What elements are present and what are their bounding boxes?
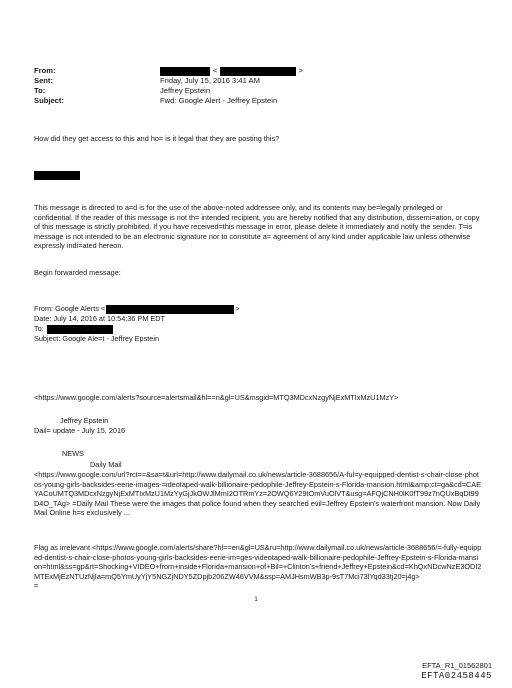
forwarded-from-prefix: From: Google Alerts < — [34, 304, 106, 314]
sent-label: Sent: — [34, 76, 53, 85]
flag-irrelevant-text[interactable]: Flag as irrelevant <https://www.google.com/alerts/share?hl==en&gl=US&ru=http://www.dailymail.co.uk/news/article-3688656/=-fully-equipped-dentist-s-chair-close-photos-young-girls-backsides-eerie-im=ges-videotaped-walk-billionaire-pedophile-Jeffrey-Epstein-s-Florida-mansion=html&ss=gp&rt=Shocking+VIDEO+from+inside+Florida+mansion+of+Bil=+Clinton's+friend+Jeffrey+Epstein&cd=KhQxNDcwNzE3ODI2MTExMjEzNTUzNjIa=mQ5YmUyYjY5NGZjNDY5ZDpjb206ZW46VVM&ssp=AMJHsmWB3p-9sT7Mci73lYqd33tj20=j4g> — [34, 543, 482, 581]
daily-update-line: Dail= update - July 15, 2016 — [34, 426, 126, 435]
forwarded-header — [34, 304, 239, 344]
forwarded-subject: Subject: Google Ale=t - Jeffrey Epstein — [34, 334, 159, 344]
sent-value: Friday, July 15, 2016 3:41 AM — [160, 76, 260, 86]
angle-close: > — [235, 304, 240, 314]
alert-name: Jeffrey Epstein — [60, 416, 109, 425]
subject-value: Fwd: Google Alert - Jeffrey Epstein — [160, 96, 278, 106]
efta-id-large: EFTA02458445 — [421, 671, 492, 681]
to-value: Jeffrey Epstein — [160, 86, 211, 96]
trailing-char: = — [34, 581, 39, 590]
alert-url[interactable]: <https://www.google.com/alerts?source=alertsmail&hl==n&gl=US&msgid=MTQ3MDcxNzgyNjExMTIxMzU1MzY> — [34, 393, 399, 402]
redacted-sender-name — [34, 171, 80, 180]
from-row — [34, 66, 303, 76]
angle-open: < — [213, 66, 218, 76]
article-text[interactable]: <https://www.google.com/url?rct==&sa=t&url=http://www.dailymail.co.uk/news/article-3688656/A-ful=y-equipped-dentist-s-chair-close-photos-young-girls-backsides-eerie-images-=ideotaped-walk-billionaire-pedophile-Jeffrey-Epstein-s-Florida-mansion.html&amp;ct=ga&cd=CAEYACoUMTQ3MDcxNzgyNjExMTIxMzU1MzYyGjJkOWJlMmI2OTRmYz=2OWQ6Y29tOmVuOlVT&usg=AFQjCNH0lK0fT99z7nQUxBqDt99D4O_TAg> =Daily Mail These were the images that police found when they searched evil=Jeffrey Epstein's waterfront mansion. Now Daily Mail Online h=s exclusively ... — [34, 470, 482, 518]
disclaimer-text: This message is directed to a=d is for the use of the above-noted addressee only, and its contents may be=legally privileged or confidential. If the reader of this message is not th= intended recipient, you are hereby notified that any distribution, dissemi=ation, or copy of this message is strictly prohibited. If you have received=this message in error, please delete it immediately and notify the sender. T=is message is not intended to be an electronic signature nor to constitute a= agreement of any kind under applicable law unless otherwise expressly indi=ated hereon. — [34, 203, 480, 251]
news-label: NEWS — [62, 449, 84, 458]
to-row — [34, 86, 303, 96]
angle-close: > — [298, 66, 303, 76]
forwarded-from-row — [34, 304, 239, 314]
redaction-box — [47, 325, 113, 334]
subject-label: Subject: — [34, 96, 64, 105]
question-text: How did they get access to this and ho= is it legal that they are posting this? — [34, 134, 280, 143]
forwarded-date: Date: July 14, 2016 at 10:54:36 PM EDT — [34, 314, 166, 324]
redaction-box — [220, 67, 296, 76]
efta-id-small: EFTA_R1_01562801 — [422, 661, 492, 670]
forwarded-to-row — [34, 324, 239, 334]
from-label: From: — [34, 66, 56, 75]
begin-forwarded-text: Begin forwarded message: — [34, 268, 121, 277]
email-header — [34, 66, 303, 106]
redaction-box — [106, 305, 234, 314]
from-value — [160, 66, 303, 76]
sent-row — [34, 76, 303, 86]
subject-row — [34, 96, 303, 106]
redaction-box — [160, 67, 210, 76]
source-name: Daily Mail — [90, 460, 122, 469]
forwarded-to-prefix: To: — [34, 324, 44, 334]
page-number: 1 — [254, 597, 258, 603]
to-label: To: — [34, 86, 46, 95]
